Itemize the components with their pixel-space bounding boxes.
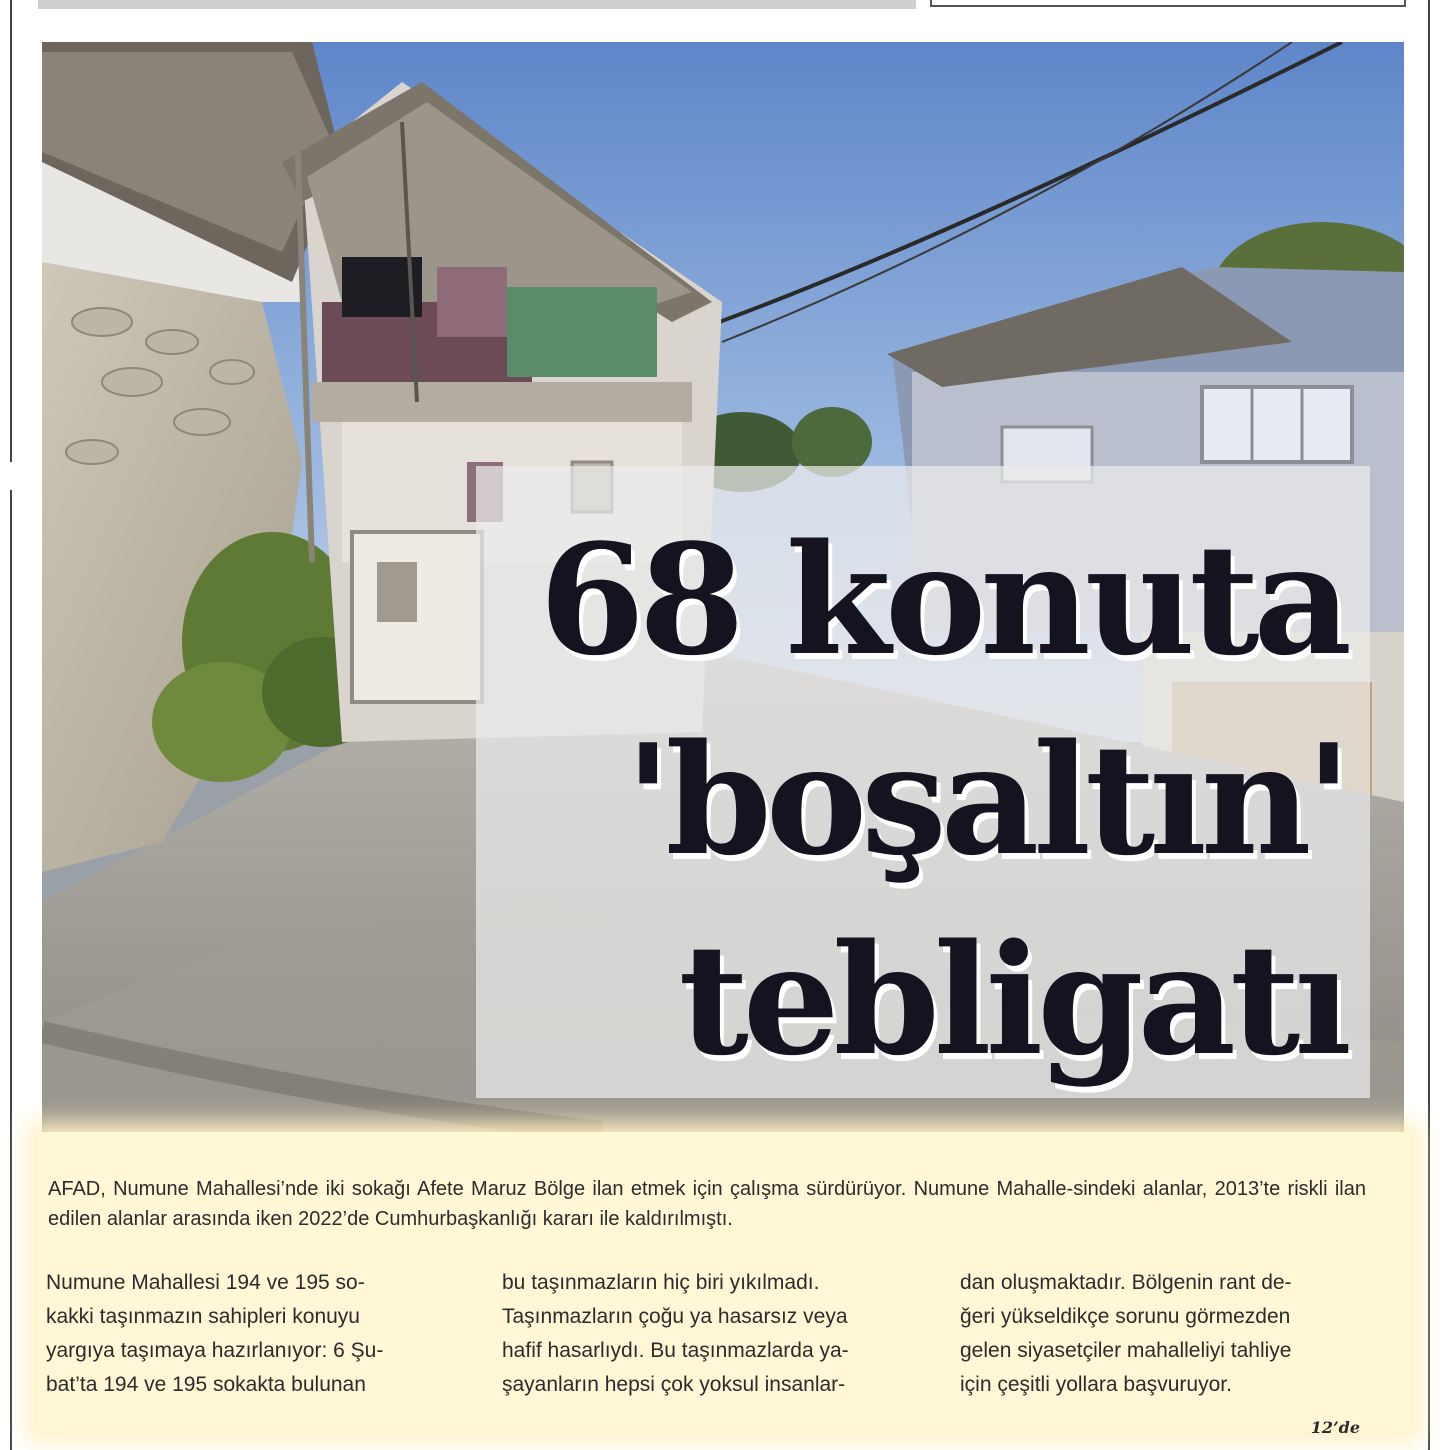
left-column-rule-lower xyxy=(10,490,12,1450)
continued-page-reference[interactable]: 12’de xyxy=(1310,1418,1360,1437)
body-line: ğeri yükseldikçe sorunu görmezden xyxy=(960,1305,1291,1328)
headline xyxy=(476,500,1346,1100)
body-line: bu taşınmazların hiç biri yıkılmadı. xyxy=(502,1271,820,1294)
body-line: kakki taşınmazın sahipleri konuyu xyxy=(46,1305,360,1328)
body-line: için çeşitli yollara başvuruyor. xyxy=(960,1373,1232,1396)
body-line: hafif hasarlıydı. Bu taşınmazlarda ya- xyxy=(502,1339,849,1362)
lead-paragraph: AFAD, Numune Mahallesi’nde iki sokağı Afete Maruz Bölge ilan etmek için çalışma sürdürüyor. Numune Mahalle-sindeki alanlar, 2013’te riskli ilan edilen alanlar arasında iken 2022’de Cumhurbaşkanlığı kararı ile kaldırılmıştı. xyxy=(48,1178,1366,1230)
left-column-rule xyxy=(10,0,12,462)
body-line: Numune Mahallesi 194 ve 195 so- xyxy=(46,1271,365,1294)
body-line: yargıya taşımaya hazırlanıyor: 6 Şu- xyxy=(46,1339,384,1362)
body-line: gelen siyasetçiler mahalleliyi tahliye xyxy=(960,1339,1292,1362)
top-divider-left xyxy=(38,0,916,9)
body-line: şayanların hepsi çok yoksul insanlar- xyxy=(502,1373,846,1396)
right-column-rule xyxy=(1428,0,1430,1450)
body-line: dan oluşmaktadır. Bölgenin rant de- xyxy=(960,1271,1292,1294)
headline-line-2: 'boşaltın' xyxy=(624,710,1346,889)
body-column-2 xyxy=(502,1266,922,1402)
body-line: Taşınmazların çoğu ya hasarsız veya xyxy=(502,1305,848,1328)
headline-line-3: tebligatı xyxy=(678,910,1346,1089)
body-column-3 xyxy=(960,1266,1380,1402)
body-line: bat’ta 194 ve 195 sokakta bulunan xyxy=(46,1373,366,1396)
top-box-right xyxy=(930,0,1406,7)
headline-line-1: 68 konuta xyxy=(539,510,1346,689)
body-column-1 xyxy=(46,1266,466,1402)
